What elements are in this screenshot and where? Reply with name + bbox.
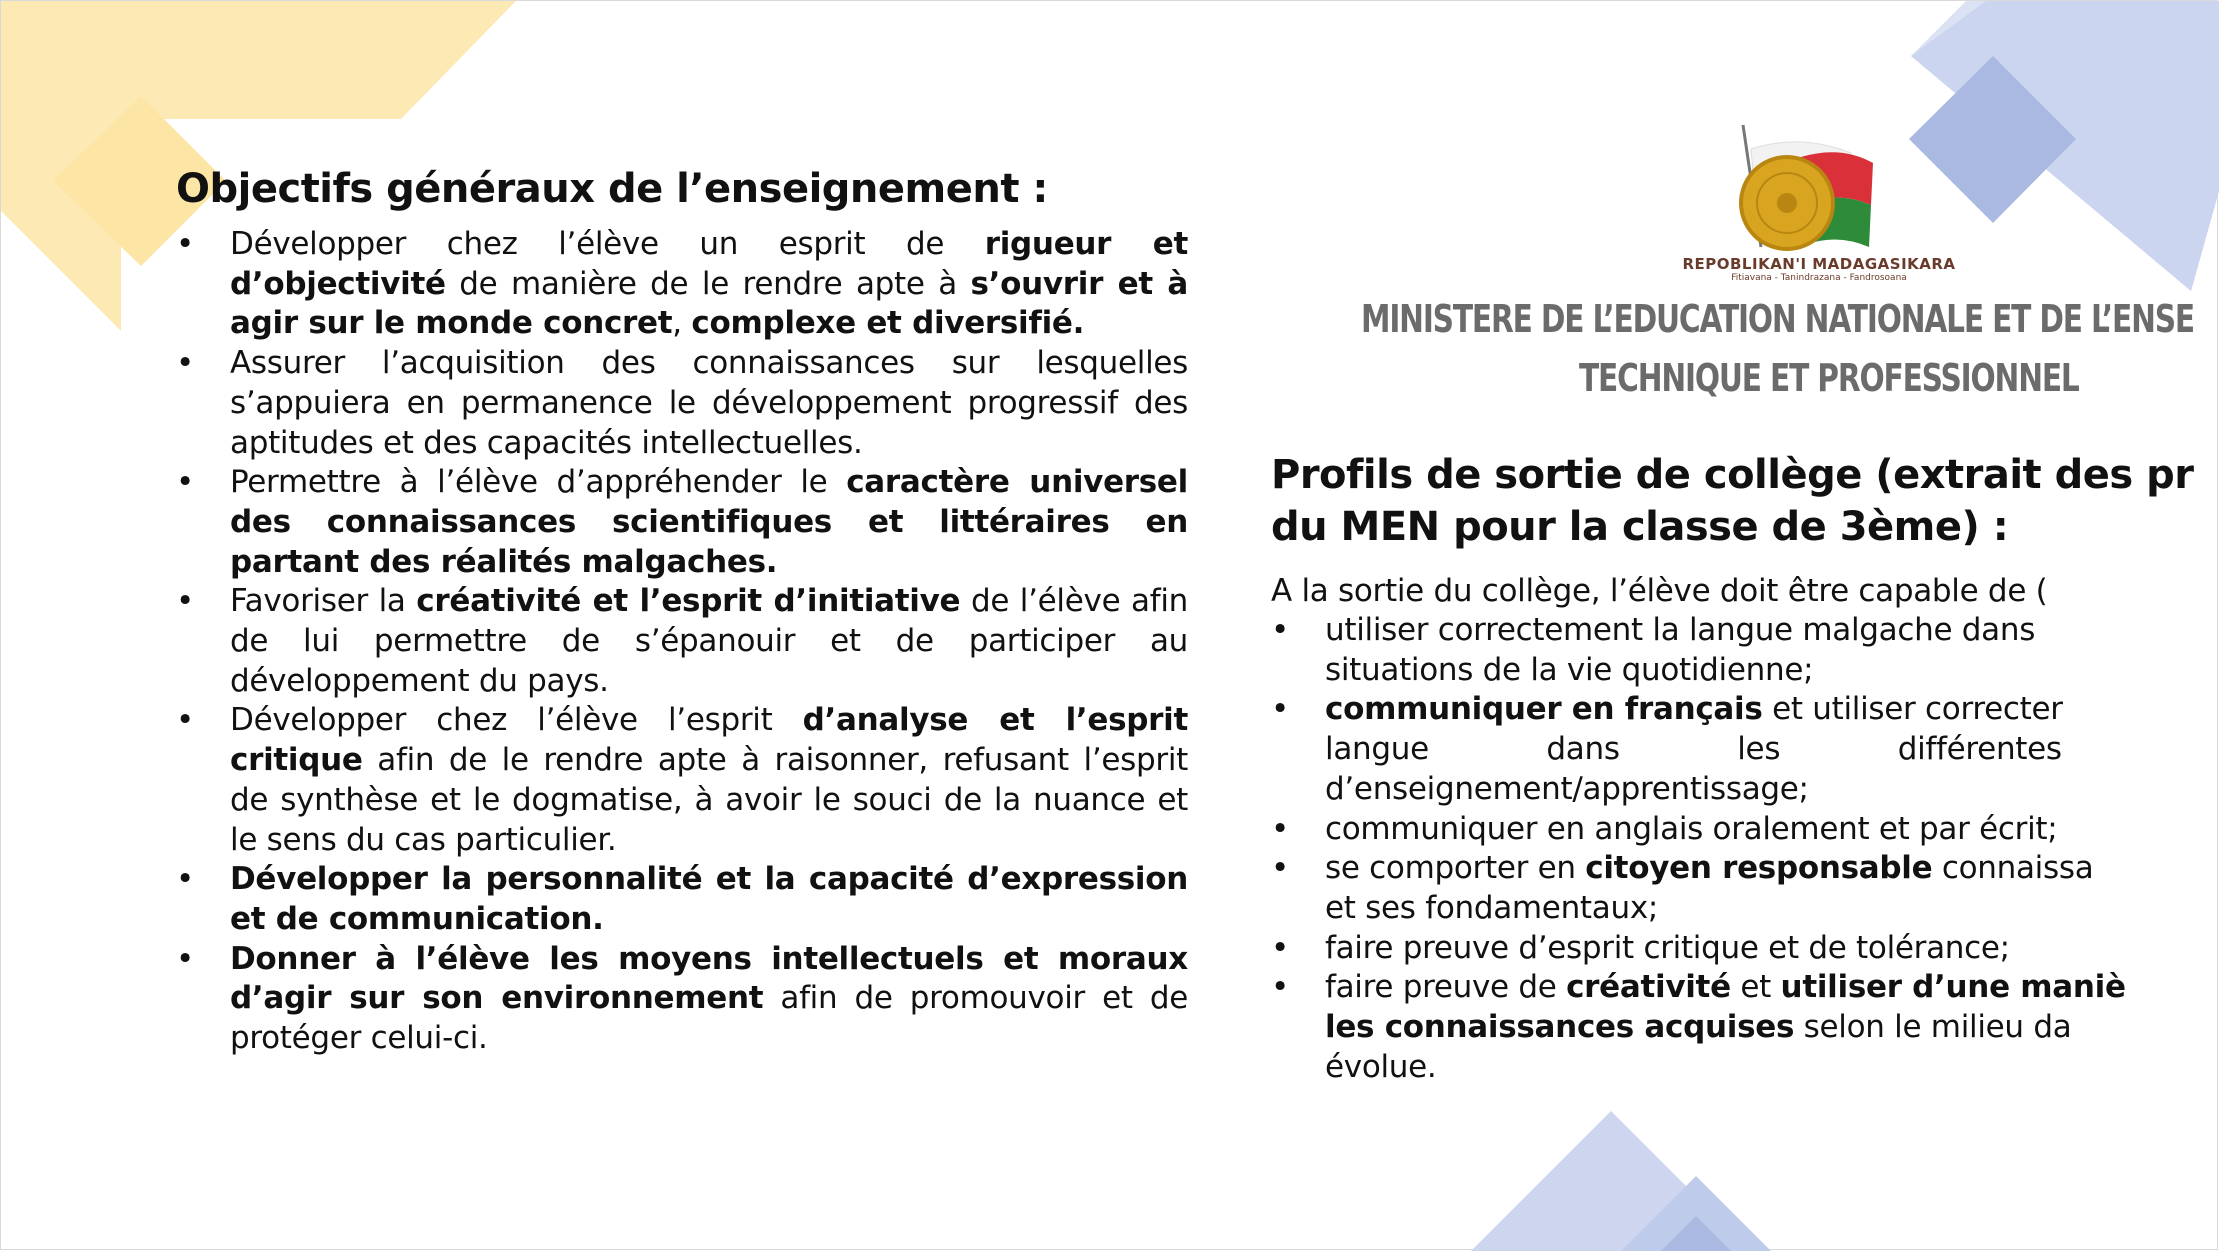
list-item: • Assurer l’acquisition des connaissances sur lesquelles s’appuiera en permanence le développement progressif des aptitudes et des capacités intellectuelles. xyxy=(176,345,1188,461)
ministry-name-line2: TECHNIQUE ET PROFESSIONNEL xyxy=(1579,356,2079,400)
republic-label: REPOBLIKAN'I MADAGASIKARA xyxy=(1682,255,1956,273)
exit-profiles-list xyxy=(1271,611,2126,1087)
objectives-heading: Objectifs généraux de l’enseignement : xyxy=(176,166,1048,212)
objectives-list xyxy=(176,225,1188,1059)
list-item: • faire preuve de créativité et utiliser d’une maniè les connaissances acquises selon le milieu da évolue. xyxy=(1271,969,2126,1085)
ministry-name-line1: MINISTERE DE L’EDUCATION NATIONALE ET DE L’ENSE xyxy=(1361,297,2194,341)
republic-motto: Fitiavana - Tanindrazana - Fandrosoana xyxy=(1731,273,1907,283)
list-item: • Favoriser la créativité et l’esprit d’initiative de l’élève afin de lui permettre de s’épanouir et de participer au développement du pays. xyxy=(176,583,1188,699)
list-item: • Développer la personnalité et la capacité d’expression et de communication. xyxy=(176,861,1188,937)
exit-profiles-section xyxy=(1271,449,2194,1087)
madagascar-flag-seal-icon xyxy=(1721,119,1921,259)
list-item: • communiquer en anglais oralement et par écrit; xyxy=(1271,810,2058,847)
objectives-section xyxy=(176,163,1188,1059)
list-item: • communiquer en français et utiliser correcter langue dans les différentes d’enseignement/apprentissage; xyxy=(1271,691,2063,807)
list-item: • Développer chez l’élève un esprit de rigueur et d’objectivité de manière de le rendre apte à s’ouvrir et à agir sur le monde concret, complexe et diversifié. xyxy=(176,226,1189,342)
exit-profiles-intro: A la sortie du collège, l’élève doit être capable de ( xyxy=(1271,573,2048,609)
list-item: • utiliser correctement la langue malgache dans situations de la vie quotidienne; xyxy=(1271,612,2036,688)
exit-profiles-heading: Profils de sortie de collège (extrait des pr du MEN pour la classe de 3ème) : xyxy=(1271,452,2194,550)
list-item: • faire preuve d’esprit critique et de tolérance; xyxy=(1271,929,2010,966)
list-item: • Donner à l’élève les moyens intellectuels et moraux d’agir sur son environnement afin de promouvoir et de protéger celui-ci. xyxy=(176,940,1188,1057)
list-item: • Développer chez l’élève l’esprit d’analyse et l’esprit critique afin de le rendre apte à raisonner, refusant l’esprit de synthèse et le dogmatise, à avoir le souci de la nuance et le sens du cas particulier. xyxy=(176,702,1189,858)
decorative-blue-shapes-bottom xyxy=(1471,1111,1811,1251)
ministry-logo xyxy=(1341,119,2194,419)
list-item: • se comporter en citoyen responsable connaissa et ses fondamentaux; xyxy=(1271,850,2094,926)
list-item: • Permettre à l’élève d’appréhender le caractère universel des connaissances scientifiques et littéraires en partant des réalités malgaches. xyxy=(176,464,1188,580)
